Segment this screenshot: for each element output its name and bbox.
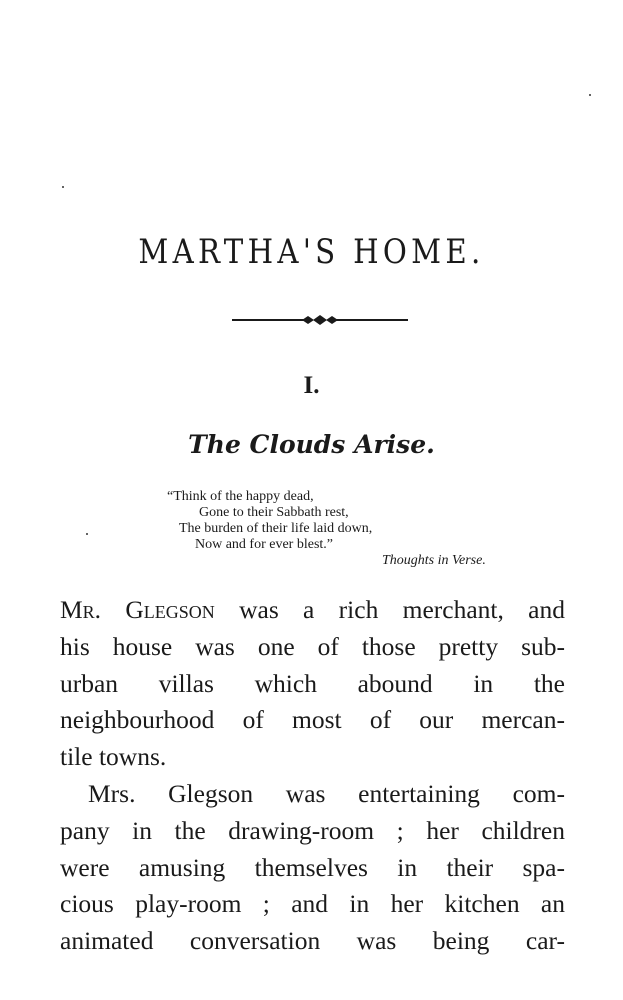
- epigraph-line: Gone to their Sabbath rest,: [199, 505, 349, 520]
- text-line: neighbourhood of most of our mercan-: [60, 705, 565, 735]
- epigraph-line: Now and for ever blest.”: [195, 537, 334, 552]
- text-line: animated conversation was being car-: [60, 926, 565, 956]
- chapter-number: I.: [303, 372, 320, 399]
- text-line: tile towns.: [60, 742, 167, 772]
- text-line: were amusing themselves in their spa-: [60, 852, 565, 882]
- text-line: Mrs. Glegson was entertaining com-: [88, 778, 565, 808]
- ink-speck: [86, 533, 88, 535]
- diamond-rule-ornament-icon: [232, 313, 408, 327]
- character-name: Mr. Glegson: [60, 595, 215, 624]
- text-line: Mr. Glegson was a rich merchant, and: [60, 595, 565, 624]
- book-title: MARTHA'S HOME.: [138, 232, 485, 272]
- body-text: [60, 592, 565, 960]
- text-line: urban villas which abound in the: [60, 668, 565, 698]
- ink-speck: [62, 186, 64, 188]
- epigraph-source: Thoughts in Verse.: [382, 553, 486, 568]
- text-line: pany in the drawing-room ; her children: [60, 815, 565, 845]
- epigraph-line: “Think of the happy dead,: [167, 489, 314, 504]
- text-line: cious play-room ; and in her kitchen an: [60, 889, 565, 919]
- epigraph-line: The burden of their life laid down,: [179, 521, 373, 536]
- chapter-title: The Clouds Arise.: [188, 430, 435, 459]
- ink-speck: [589, 94, 591, 96]
- text-line: his house was one of those pretty sub-: [60, 631, 565, 661]
